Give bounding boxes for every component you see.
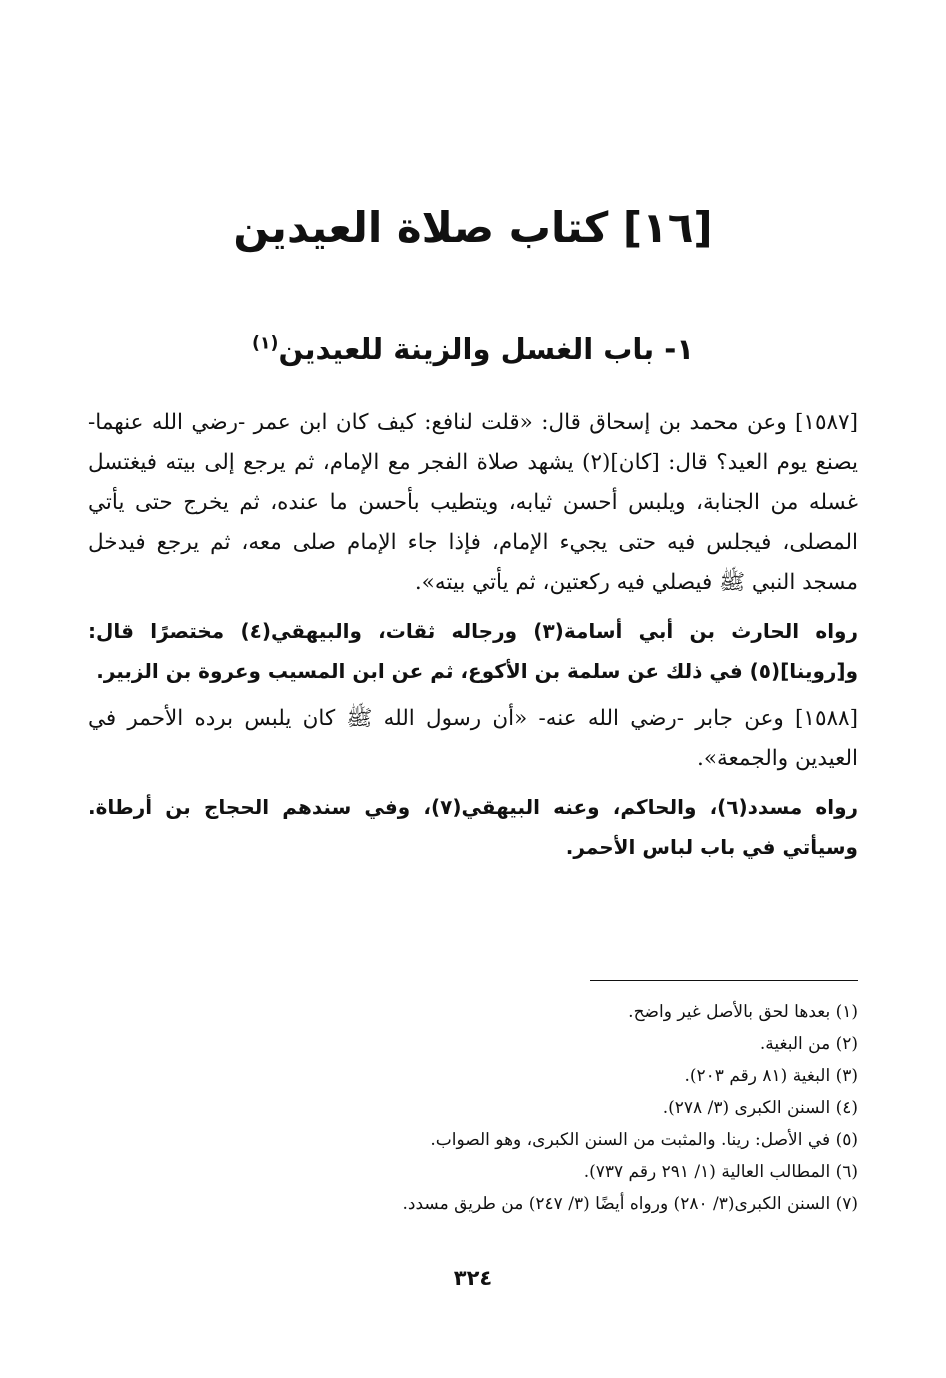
hadith-1587: [١٥٨٧] وعن محمد بن إسحاق قال: «قلت لنافع: كيف كان ابن عمر -رضي الله عنهما- يصنع يوم العيد؟ قال: [كان](٢) يشهد صلاة الفجر مع الإمام، ثم يرجع إلى بيته فيغتسل غسله من الجنابة، ويلبس أحسن ثيابه، ويتطيب بأحسن ما عنده، ثم يخرج حتى يأتي المصلى، فيجلس فيه حتى يجيء الإمام، فإذا جاء الإمام صلى معه، ثم يرجع فيدخل مسجد النبي ﷺ فيصلي فيه ركعتين، ثم يأتي بيته». <box>88 410 859 595</box>
chapter-title: [١٦] كتاب صلاة العيدين <box>233 203 713 252</box>
footnotes-list <box>88 996 858 1220</box>
page-number: ٣٢٤ <box>453 1266 493 1290</box>
hadith-1587-takhrij: رواه الحارث بن أبي أسامة(٣) ورجاله ثقات، والبيهقي(٤) مختصرًا قال: و[روينا](٥) في ذلك عن سلمة بن الأكوع، ثم عن ابن المسيب وعروة بن الزبير. <box>88 619 859 683</box>
footnote-divider <box>590 980 858 981</box>
footnote-4: (٤) السنن الكبرى (٣/ ٢٧٨). <box>662 1098 858 1118</box>
footnote-1: (١) بعدها لحق بالأصل غير واضح. <box>628 1002 858 1022</box>
footnote-2: (٢) من البغية. <box>759 1034 858 1054</box>
footnote-6: (٦) المطالب العالية (١/ ٢٩١ رقم ٧٣٧). <box>583 1162 858 1182</box>
section-title <box>120 325 826 373</box>
footnote-3: (٣) البغية (٨١ رقم ٢٠٣). <box>684 1066 858 1086</box>
section-title-footnote-marker: (١) <box>251 333 279 354</box>
body-text <box>88 403 858 867</box>
hadith-1588-takhrij: رواه مسدد(٦)، والحاكم، وعنه البيهقي(٧)، وفي سندهم الحجاج بن أرطاة. وسيأتي في باب لباس الأحمر. <box>88 795 859 859</box>
footnote-7: (٧) السنن الكبرى(٣/ ٢٨٠) ورواه أيضًا (٣/ ٢٤٧) من طريق مسدد. <box>402 1194 858 1214</box>
section-title-text: ١- باب الغسل والزينة للعيدين <box>278 332 695 366</box>
hadith-1588: [١٥٨٨] وعن جابر -رضي الله عنه- «أن رسول الله ﷺ كان يلبس برده الأحمر في العيدين والجمعة». <box>88 706 858 771</box>
footnote-5: (٥) في الأصل: رينا. والمثبت من السنن الكبرى، وهو الصواب. <box>430 1130 858 1150</box>
